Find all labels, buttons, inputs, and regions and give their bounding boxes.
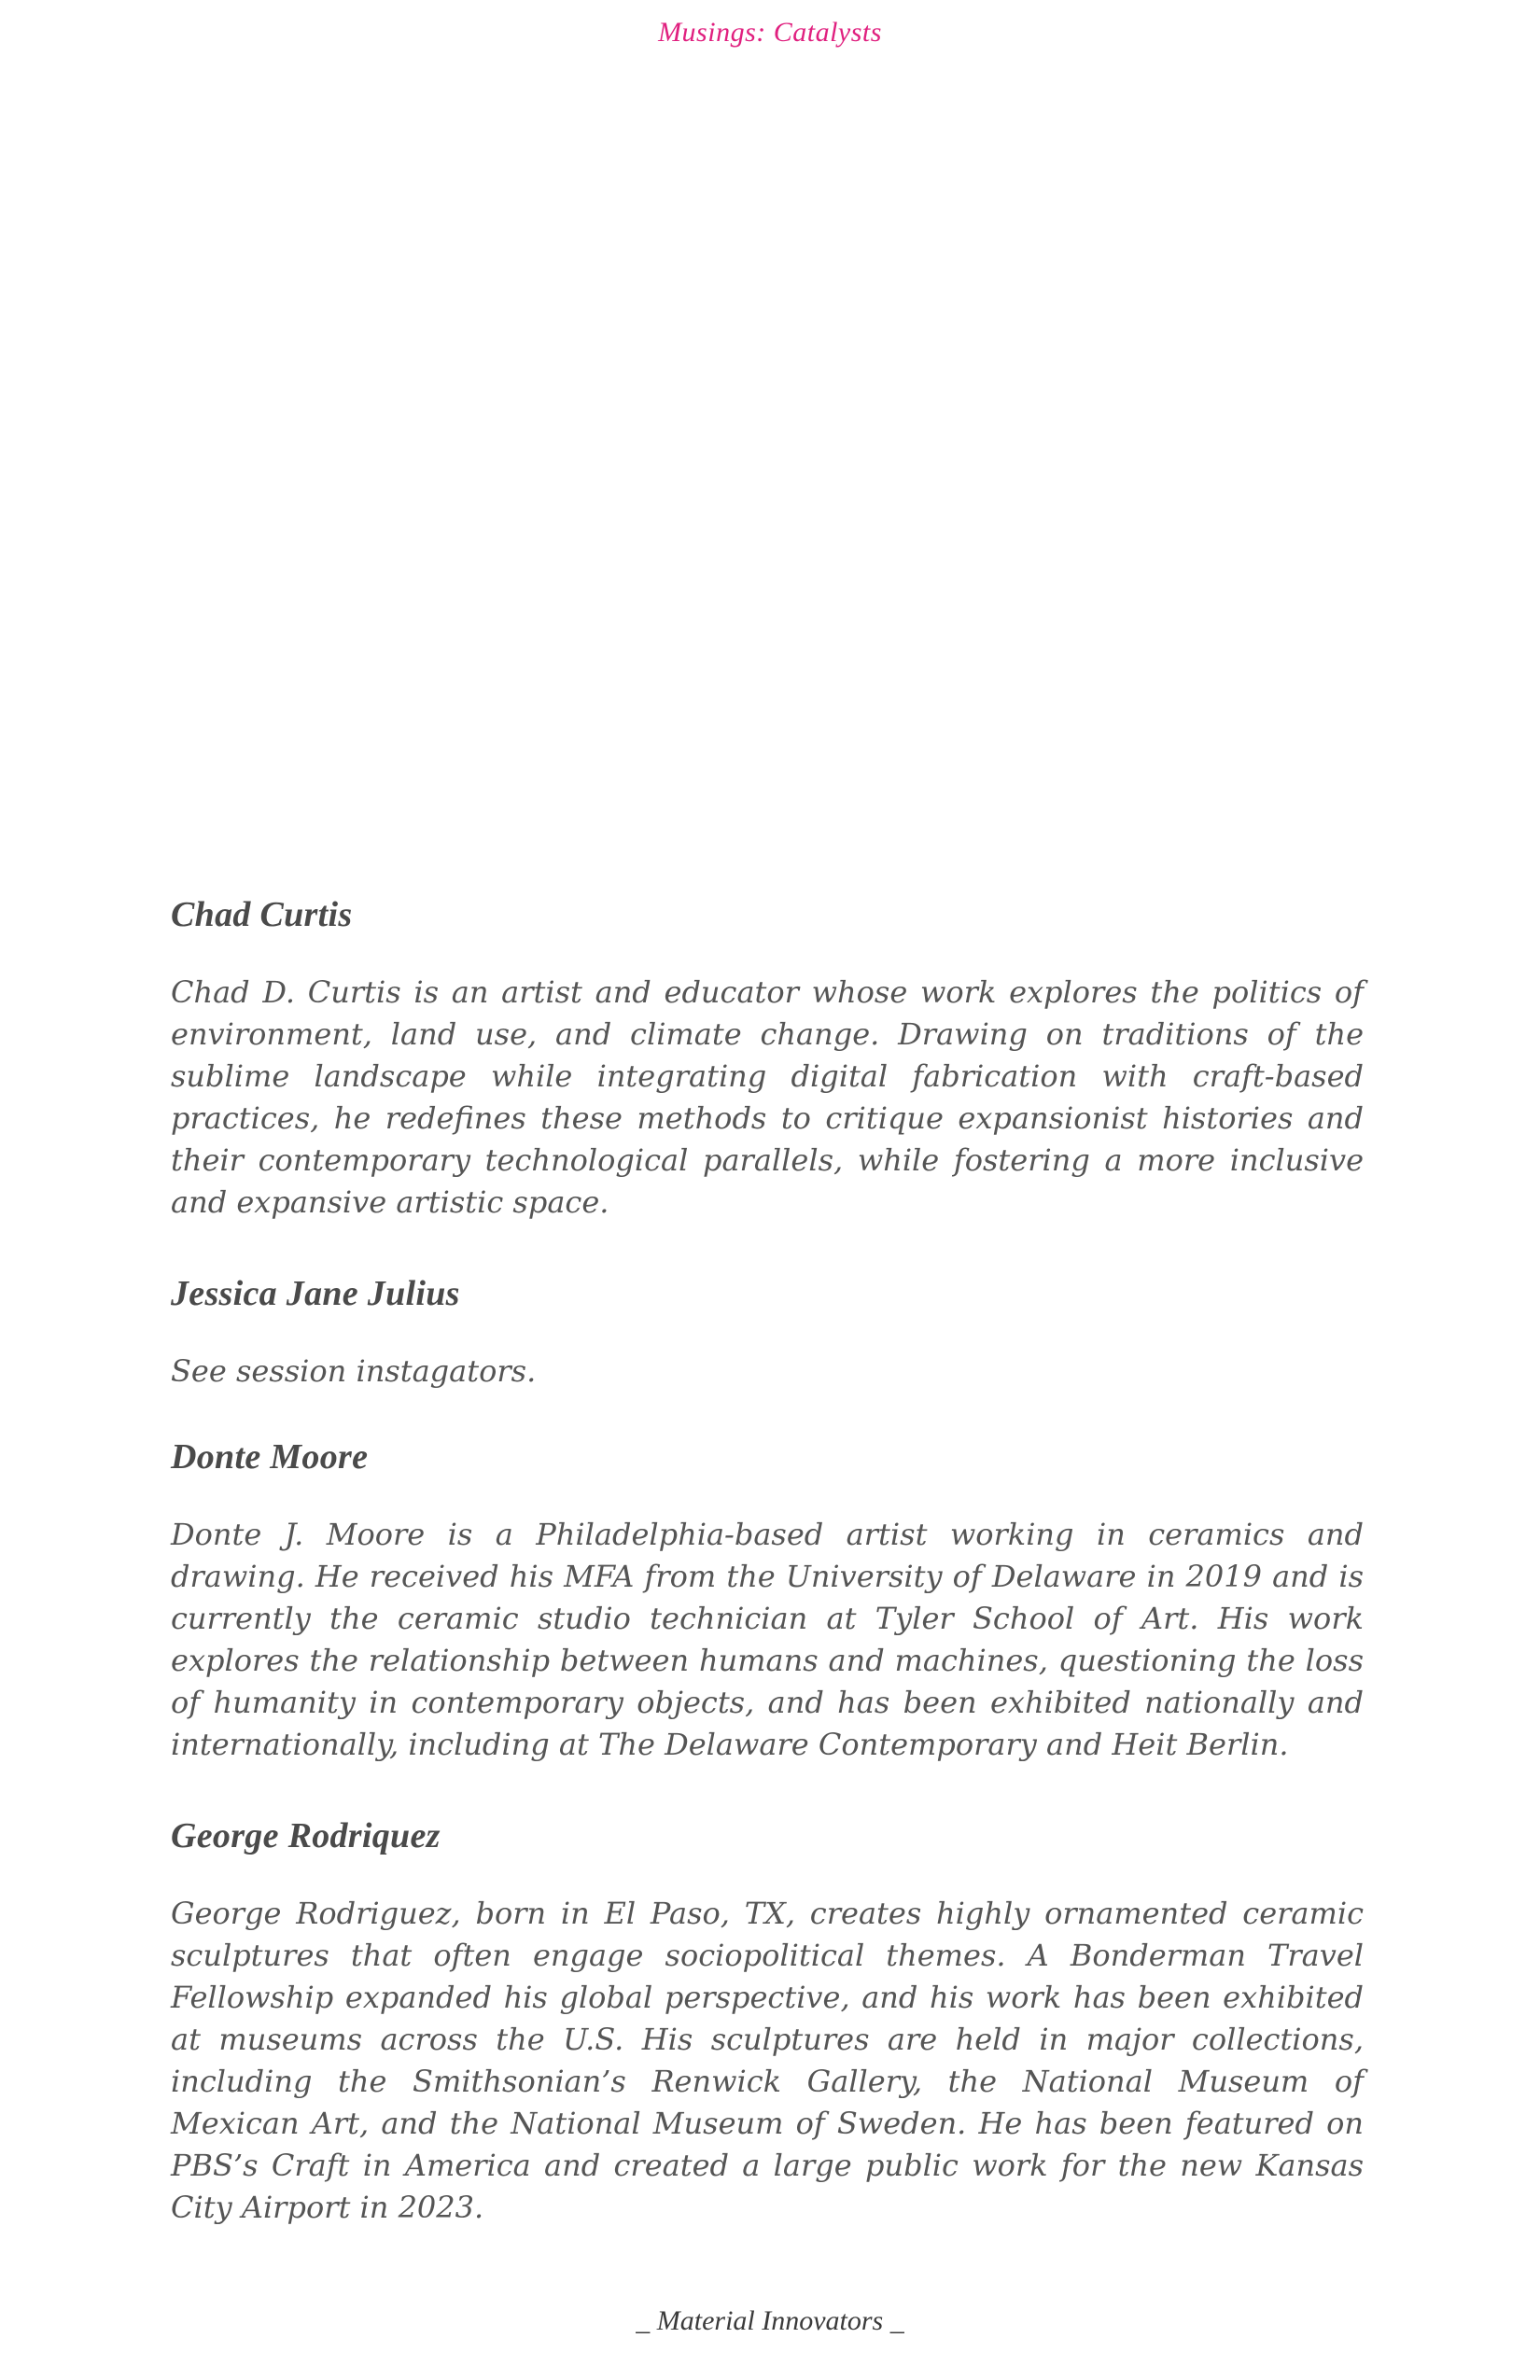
- bio-name: Jessica Jane Julius: [171, 1274, 460, 1313]
- bio-text: Donte J. Moore is a Philadelphia-based artist working in ceramics and drawing. He received his MFA from the University of Delaware in 2019 and is currently the ceramic studio technician at Tyler School of Art. His work explores the relationship between humans and machines, questioning the loss of humanity in contemporary objects, and has been exhibited nationally and internationally, including at The Delaware Contemporary and Heit Berlin.: [171, 1517, 1364, 1762]
- footer-section-title: _ Material Innovators _: [636, 2305, 904, 2336]
- bio-george-rodriquez: [171, 1813, 1364, 2229]
- bio-text: See session instagators.: [171, 1353, 537, 1389]
- bio-jessica-jane-julius: [171, 1270, 1364, 1393]
- bio-text: George Rodriguez, born in El Paso, TX, creates highly ornamented ceramic sculptures that often engage sociopolitical themes. A Bonderman Travel Fellowship expanded his global perspective, and his work has been exhibited at museums across the U.S. His sculptures are held in major collections, including the Smithsonian’s Renwick Gallery, the National Museum of Mexican Art, and the National Museum of Sweden. He has been featured on PBS’s Craft in America and created a large public work for the new Kansas City Airport in 2023.: [171, 1896, 1364, 2225]
- bio-name: Chad Curtis: [171, 895, 353, 934]
- bio-chad-curtis: [171, 891, 1364, 1224]
- bio-text: Chad D. Curtis is an artist and educator whose work explores the politics of environment, land use, and climate change. Drawing on traditions of the sublime landscape while integrating digital fabrication with craft-based practices, he redefines these methods to critique expansionist histories and their contemporary technological parallels, while fostering a more inclusive and expansive artistic space.: [171, 974, 1364, 1220]
- artist-bios: [171, 891, 1364, 2275]
- running-header: Musings: Catalysts: [658, 17, 882, 48]
- bio-donte-moore: [171, 1434, 1364, 1766]
- bio-name: George Rodriquez: [171, 1816, 441, 1855]
- bio-name: Donte Moore: [171, 1437, 369, 1477]
